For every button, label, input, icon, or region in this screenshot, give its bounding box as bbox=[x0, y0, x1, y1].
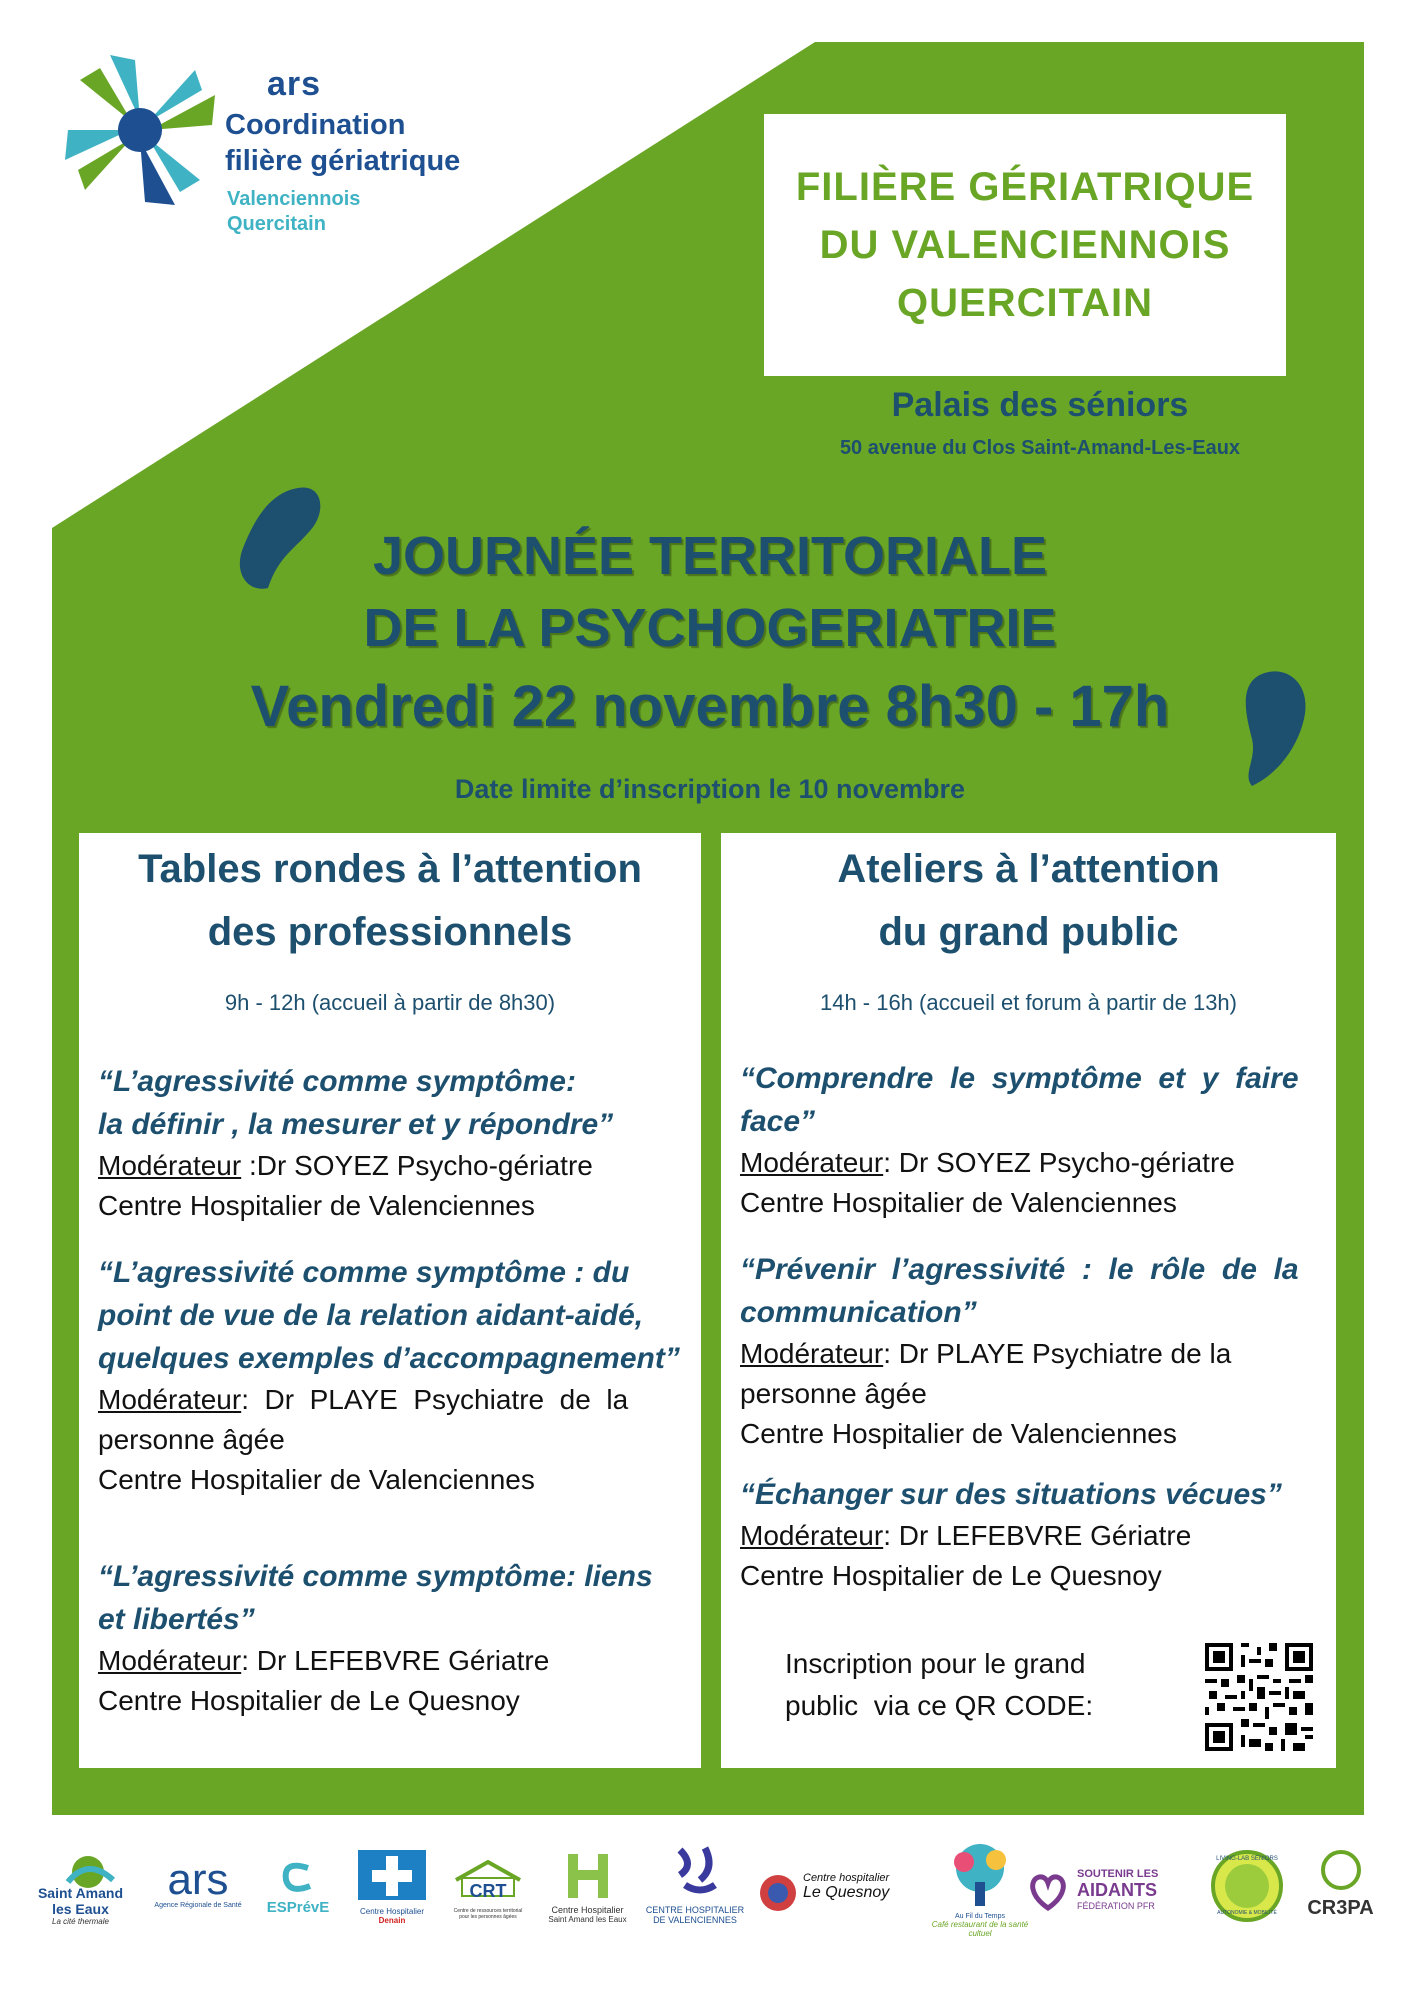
moderator-label: Modérateur bbox=[98, 1645, 242, 1676]
logo-name: Au Fil du Temps bbox=[954, 1913, 1006, 1920]
logo-line-1: Coordination bbox=[225, 109, 406, 141]
logo-name: ars bbox=[167, 1855, 229, 1904]
logo-line-4: Quercitain bbox=[227, 213, 326, 235]
item-title: “L’agressivité comme symptôme : du bbox=[98, 1256, 630, 1289]
item-title: communication” bbox=[740, 1296, 977, 1329]
soutenir-aidants-logo bbox=[1025, 1868, 1185, 1914]
hospital: Centre Hospitalier de Valenciennes bbox=[98, 1464, 535, 1495]
logo-name: Saint Amand les Eaux bbox=[37, 1885, 124, 1917]
item-title: “L’agressivité comme symptôme: bbox=[98, 1065, 576, 1098]
left-item-3 bbox=[98, 1555, 689, 1721]
logo-line-2: filière gériatrique bbox=[225, 145, 461, 177]
moderator-role: personne âgée bbox=[98, 1424, 285, 1455]
moderator-label: Modérateur bbox=[98, 1150, 242, 1181]
hospital: Centre Hospitalier de Le Quesnoy bbox=[98, 1685, 520, 1716]
ars-logo bbox=[148, 1855, 248, 1909]
moderator-label: Modérateur bbox=[740, 1338, 884, 1369]
event-title bbox=[200, 520, 1220, 744]
logo-sub: Centre de ressources territorial pour les personnes âgées bbox=[453, 1908, 523, 1920]
partner-logos bbox=[0, 1820, 1414, 2000]
right-heading-line-2: du grand public bbox=[878, 910, 1179, 954]
coordination-logo bbox=[55, 45, 485, 255]
swirl-icon bbox=[660, 1840, 730, 1900]
hospital: Centre Hospitalier de Le Quesnoy bbox=[740, 1560, 1162, 1591]
item-title: et libertés” bbox=[98, 1603, 255, 1636]
moderator-role: personne âgée bbox=[740, 1378, 927, 1409]
qr-text-line-1: Inscription pour le grand bbox=[785, 1648, 1086, 1679]
star-logo-icon bbox=[55, 45, 225, 215]
item-title: la définir , la mesurer et y répondre” bbox=[98, 1108, 614, 1141]
ch-denain-logo bbox=[353, 1848, 431, 1925]
event-title-line-2: DE LA PSYCHOGERIATRIE bbox=[363, 598, 1057, 658]
item-title: quelques exemples d’accompagnement” bbox=[98, 1342, 680, 1375]
filiere-title-box bbox=[764, 114, 1286, 376]
left-column-professionals bbox=[79, 833, 701, 1768]
logo-sub: Café restaurant de la santé cultuel bbox=[931, 1920, 1029, 1938]
ch-valenciennes-logo bbox=[640, 1840, 750, 1925]
logo-sub: Denain bbox=[378, 1916, 406, 1925]
ars-mark: ars bbox=[267, 65, 322, 103]
moderator-label: Modérateur bbox=[98, 1384, 242, 1415]
star-badge-icon bbox=[757, 1872, 799, 1914]
right-item-1 bbox=[740, 1057, 1324, 1223]
ch-saint-amand-logo bbox=[540, 1850, 635, 1924]
logo-sub: DE VALENCIENNES bbox=[653, 1915, 737, 1925]
moderator-name: : Dr SOYEZ Psycho-gériatre bbox=[883, 1147, 1235, 1178]
logo-name: CRT bbox=[469, 1881, 507, 1901]
logo-name: LIVING-LAB SENIORS bbox=[1216, 1856, 1278, 1862]
moderator bbox=[740, 1334, 1324, 1374]
logo-name: ESPrévE bbox=[266, 1899, 330, 1916]
item-title: “L’agressivité comme symptôme: liens bbox=[98, 1560, 653, 1593]
title-line-2: DU VALENCIENNOIS bbox=[819, 223, 1231, 267]
saint-amand-logo bbox=[28, 1852, 133, 1926]
living-lab-logo bbox=[1202, 1848, 1292, 1929]
right-column-heading bbox=[721, 838, 1336, 964]
logo-sub: AIDANTS bbox=[1077, 1880, 1157, 1900]
logo-sub: Agence Régionale de Santé bbox=[154, 1902, 242, 1909]
logo-name: CR3PA bbox=[1307, 1897, 1374, 1919]
tree-icon bbox=[940, 1842, 1020, 1908]
moderator-name: : Dr LEFEBVRE Gériatre bbox=[241, 1645, 550, 1676]
event-title-line-1: JOURNÉE TERRITORIALE bbox=[372, 526, 1048, 586]
logo-name: Centre Hospitalier bbox=[551, 1905, 624, 1915]
title-line-3: QUERCITAIN bbox=[897, 281, 1153, 325]
logo-name: SOUTENIR LES bbox=[1077, 1868, 1159, 1880]
logo-name: CENTRE HOSPITALIER bbox=[645, 1905, 745, 1915]
close-quote-icon bbox=[1232, 664, 1322, 794]
moderator-label: Modérateur bbox=[740, 1147, 884, 1178]
moderator bbox=[98, 1641, 689, 1681]
e-swirl-icon bbox=[278, 1860, 318, 1894]
left-heading-line-1: Tables rondes à l’attention bbox=[138, 847, 642, 891]
venue-name: Palais des séniors bbox=[891, 386, 1189, 424]
moderator-name: : Dr LEFEBVRE Gériatre bbox=[883, 1520, 1192, 1551]
logo-sub-2: FÉDÉRATION PFR bbox=[1077, 1901, 1155, 1911]
right-column-time: 14h - 16h (accueil et forum à partir de 13h) bbox=[819, 990, 1237, 1015]
right-item-2 bbox=[740, 1248, 1324, 1454]
moderator-name: :Dr SOYEZ Psycho-gériatre bbox=[241, 1150, 593, 1181]
hospital: Centre Hospitalier de Valenciennes bbox=[740, 1187, 1177, 1218]
venue-address: 50 avenue du Clos Saint-Amand-Les-Eaux bbox=[839, 437, 1241, 459]
logo-line-3: Valenciennois bbox=[227, 188, 361, 210]
ch-le-quesnoy-logo bbox=[757, 1872, 907, 1914]
qr-text-line-2: public via ce QR CODE: bbox=[785, 1690, 1094, 1721]
hospital: Centre Hospitalier de Valenciennes bbox=[740, 1418, 1177, 1449]
hospital: Centre Hospitalier de Valenciennes bbox=[98, 1190, 535, 1221]
qr-instruction bbox=[785, 1643, 1185, 1727]
left-item-2 bbox=[98, 1251, 689, 1500]
venue bbox=[780, 386, 1300, 460]
event-date: Vendredi 22 novembre 8h30 - 17h bbox=[250, 674, 1170, 739]
left-column-heading bbox=[79, 838, 701, 964]
au-fil-du-temps-logo bbox=[925, 1842, 1035, 1938]
registration-deadline: Date limite d’inscription le 10 novembre bbox=[454, 774, 966, 804]
item-title: “Comprendre le symptôme et y faire bbox=[740, 1062, 1299, 1095]
moderator bbox=[98, 1146, 689, 1186]
registration-qr-code[interactable] bbox=[1205, 1643, 1313, 1751]
logo-sub: AUTONOMIE & MOBILITÉ bbox=[1217, 1910, 1277, 1916]
item-title: “Échanger sur des situations vécues” bbox=[740, 1478, 1282, 1511]
moderator bbox=[740, 1143, 1324, 1183]
item-title: point de vue de la relation aidant-aidé, bbox=[98, 1299, 644, 1332]
logo-sub: Saint Amand les Eaux bbox=[548, 1915, 627, 1924]
hospital-cross-icon bbox=[356, 1848, 428, 1902]
esprevve-logo bbox=[258, 1860, 338, 1916]
moderator-name: : Dr PLAYE Psychiatre de la bbox=[883, 1338, 1232, 1369]
moderator bbox=[740, 1516, 1324, 1556]
moderator bbox=[98, 1380, 689, 1420]
item-title: “Prévenir l’agressivité : le rôle de la bbox=[740, 1253, 1299, 1286]
item-title: face” bbox=[740, 1105, 816, 1138]
logo-name: Centre Hospitalier bbox=[359, 1907, 425, 1916]
crt-logo bbox=[448, 1858, 528, 1920]
left-column-time: 9h - 12h (accueil à partir de 8h30) bbox=[224, 990, 556, 1015]
logo-sub: La cité thermale bbox=[52, 1917, 109, 1926]
heart-icon bbox=[1025, 1868, 1071, 1914]
left-item-1 bbox=[98, 1060, 689, 1226]
right-item-3 bbox=[740, 1473, 1324, 1596]
cr3pa-logo bbox=[1298, 1848, 1383, 1920]
h-letter-icon bbox=[558, 1850, 618, 1900]
moderator-name: : Dr PLAYE Psychiatre de la bbox=[241, 1384, 629, 1415]
moderator-label: Modérateur bbox=[740, 1520, 884, 1551]
right-column-public bbox=[721, 833, 1336, 1768]
logo-sub: Le Quesnoy bbox=[803, 1884, 890, 1901]
title-line-1: FILIÈRE GÉRIATRIQUE bbox=[795, 165, 1255, 209]
logo-name: Centre hospitalier bbox=[803, 1872, 890, 1884]
left-heading-line-2: des professionnels bbox=[207, 910, 573, 954]
right-heading-line-1: Ateliers à l’attention bbox=[837, 847, 1220, 891]
head-icon bbox=[1316, 1848, 1366, 1892]
